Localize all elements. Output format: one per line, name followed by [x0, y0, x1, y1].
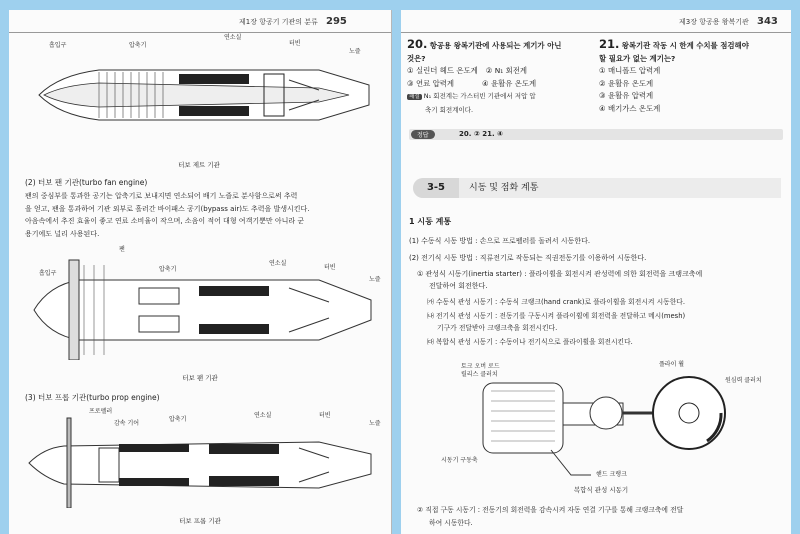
- section-header: [413, 178, 781, 198]
- option: ① 실린더 헤드 온도계: [407, 66, 478, 75]
- option: ① 매니폴드 압력계: [599, 66, 661, 75]
- option: ③ 윤활유 압력계: [599, 91, 654, 100]
- text-line: 하여 시동한다.: [429, 519, 473, 527]
- left-page-header: [239, 16, 347, 27]
- turbofan-paragraph: [25, 190, 381, 240]
- question-number: 21.: [599, 37, 620, 51]
- left-page: [9, 10, 392, 534]
- option: ③ 연료 압력계: [407, 78, 455, 88]
- text-line: ② 직접 구동 시동기 : 전동기의 회전력을 감속시켜 자동 연결 기구를 통해 크랭크축에 전달: [417, 506, 684, 514]
- question-text: 왕복기관 작동 시 한계 수치를 점검해야: [621, 41, 749, 50]
- inertia-starter-diagram: [421, 355, 781, 495]
- header-rule: [401, 32, 791, 33]
- option: ④ 윤활유 온도계: [482, 78, 537, 88]
- paragraph-line: 용기에도 널리 사용된다.: [25, 229, 100, 238]
- page-number: 295: [325, 16, 347, 27]
- turboprop-drawing: [19, 408, 381, 508]
- label-reduction-gear: 감속 기어: [114, 420, 140, 427]
- label-release-clutch: 릴리스 클러치: [461, 371, 498, 378]
- paragraph-line: 아음속에서 추진 효율이 좋고 연료 소비율이 작으며, 소음이 적어 대형 여객기뿐만 아니라 군: [25, 217, 305, 225]
- section-number: 3-5: [413, 178, 459, 198]
- question-text: 항공용 왕복기관에 사용되는 계기가 아닌: [429, 41, 562, 50]
- label-inlet: 흡입구: [49, 42, 67, 49]
- explanation-text: 축기 회전계이다.: [425, 105, 474, 114]
- answer-bar: [409, 129, 783, 140]
- chapter-title: 제1장 항공기 기관의 분류: [239, 18, 318, 26]
- label-centrifugal-clutch: 원심력 클러치: [725, 377, 762, 384]
- turbojet-caption: 터보 제트 기관: [178, 161, 220, 169]
- explanation-tag: 해설: [409, 94, 420, 100]
- text-line: (1) 수동식 시동 방법 : 손으로 프로펠러를 돌려서 시동한다.: [409, 237, 591, 245]
- question-text: 할 필요가 없는 계기는?: [599, 53, 676, 63]
- chapter-title: 제3장 항공용 왕복기관: [679, 18, 749, 26]
- turbofan-diagram: [19, 246, 381, 382]
- label-propeller: 프로펠러: [89, 408, 113, 415]
- text-line: (2) 전기식 시동 방법 : 직류전기로 작동되는 직권전동기를 이용하여 시동한다.: [409, 254, 647, 262]
- label-combustor: 연소실: [224, 34, 242, 41]
- label-torque-clutch: 토크 오버 로드: [461, 363, 500, 370]
- label-nozzle: 노즐: [369, 276, 381, 283]
- label-combustor: 연소실: [254, 412, 272, 419]
- label-flywheel: 플라이 휠: [659, 361, 685, 368]
- label-turbine: 터빈: [324, 264, 336, 271]
- question-number: 20.: [407, 37, 428, 51]
- label-nozzle: 노즐: [369, 420, 381, 427]
- turbofan-heading: (2) 터보 팬 기관(turbo fan engine): [25, 178, 148, 187]
- label-turbine: 터빈: [289, 40, 301, 47]
- option: ② 윤활유 온도계: [599, 78, 654, 88]
- text-line: ㈏ 전기식 관성 시동기 : 전동기를 구동시켜 플라이휠에 회전력을 전달하고 메시(mesh): [427, 312, 686, 320]
- text-line: 전달하여 회전한다.: [429, 282, 488, 290]
- text-line: ㈐ 복합식 관성 시동기 : 수동이나 전기식으로 플라이휠을 회전시킨다.: [427, 338, 633, 346]
- text-line: ㈎ 수동식 관성 시동기 : 수동식 크랭크(hand crank)로 플라이휠을 회전시켜 시동한다.: [427, 298, 686, 306]
- paragraph-line: 을 얻고, 팬을 통과하여 기관 외부로 흘러간 바이패스 공기(bypass air)도 추력을 발생시킨다.: [25, 204, 310, 213]
- label-combustor: 연소실: [269, 260, 287, 267]
- turbojet-diagram: [19, 34, 379, 169]
- turbofan-caption: 터보 팬 기관: [182, 374, 218, 382]
- turbojet-drawing: [19, 40, 379, 150]
- page-number: 343: [757, 16, 778, 27]
- label-hand-crank: 핸드 크랭크: [596, 471, 627, 478]
- text-line: 기구가 전달받아 크랭크축을 회전시킨다.: [437, 324, 558, 332]
- question-21: [599, 38, 789, 115]
- paragraph-line: 팬의 중심부를 통과한 공기는 압축기로 보내지면 연소되어 배기 노즐로 분사함으로써 추력: [25, 192, 298, 200]
- option: ④ 배기가스 온도계: [599, 103, 661, 113]
- right-page-header: [679, 16, 778, 27]
- label-inlet: 흡입구: [39, 270, 57, 277]
- answer-text: 20. ② 21. ④: [459, 130, 503, 138]
- label-compressor: 압축기: [159, 266, 177, 273]
- question-text: 것은?: [407, 53, 426, 63]
- turboprop-diagram: [19, 408, 381, 528]
- section-title: 시동 및 점화 계통: [469, 183, 539, 193]
- subsection-heading: 1 시동 계통: [409, 217, 452, 226]
- label-compressor: 압축기: [129, 42, 147, 49]
- label-fan: 팬: [119, 246, 125, 253]
- explanation-text: N₁ 회전계는 가스터빈 기관에서 저압 압: [423, 92, 536, 100]
- label-starter-drive: 시동기 구동축: [441, 457, 478, 464]
- turboprop-caption: 터보 프롭 기관: [179, 517, 221, 525]
- right-page: [401, 10, 791, 534]
- question-20: [407, 38, 597, 116]
- header-rule: [9, 32, 391, 33]
- text-line: ① 관성식 시동기(inertia starter) : 플라이휠을 회전시켜 관성력에 의한 회전력을 크랭크축에: [417, 270, 703, 278]
- label-nozzle: 노즐: [349, 48, 361, 55]
- option: ② N₁ 회전계: [485, 66, 528, 75]
- answer-tag: 정답: [411, 130, 435, 139]
- starter-caption: 복합식 관성 시동기: [573, 486, 629, 494]
- label-turbine: 터빈: [319, 412, 331, 419]
- turboprop-heading: (3) 터보 프롭 기관(turbo prop engine): [25, 393, 160, 402]
- label-compressor: 압축기: [169, 416, 187, 423]
